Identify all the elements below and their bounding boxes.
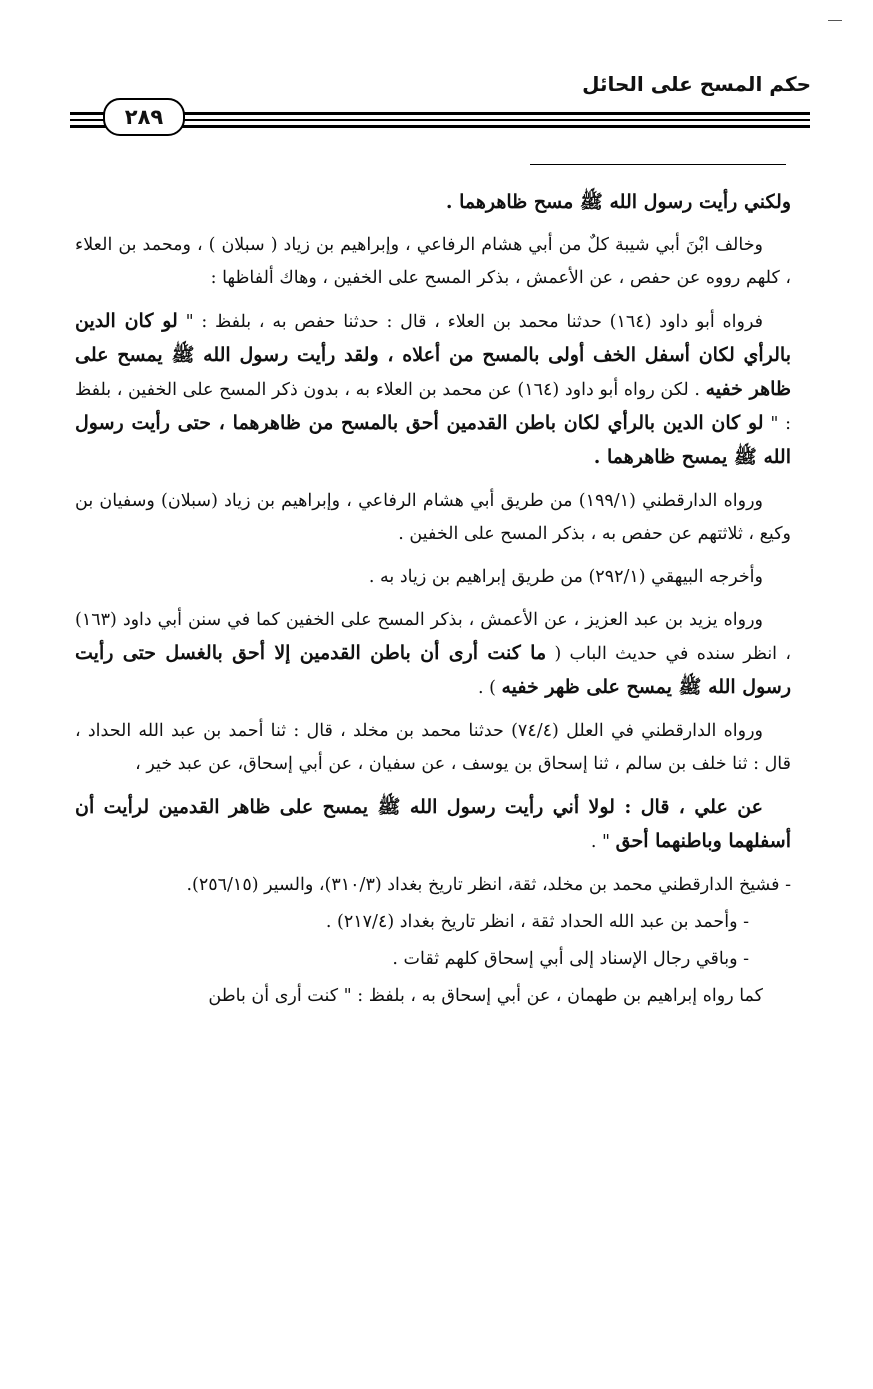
scan-mark [828,20,842,21]
list-item: - وأحمد بن عبد الله الحداد ثقة ، انظر تاريخ بغداد (٢١٧/٤) . [325,912,749,932]
hadith-text: عن علي ، قال : لولا أني رأيت رسول الله ﷺ يمسح على ظاهر القدمين لرأيت أن أسفلهما وباطنهما أحق [75,796,791,852]
paragraph [75,604,791,705]
hadith-text: ولكني رأيت رسول الله ﷺ مسح ظاهرهما . [445,191,791,213]
hadith-text: لو كان الدين بالرأي لكان أسفل الخف أولى بالمسح من أعلاه ، ولقد رأيت رسول الله ﷺ يمسح على ظاهر خفيه [75,310,791,400]
paragraph [75,186,791,219]
paragraph [75,305,791,475]
list-item: - فشيخ الدارقطني محمد بن مخلد، ثقة، انظر تاريخ بغداد (٣١٠/٣)، والسير (٢٥٦/١٥). [186,875,791,895]
paragraph: كما رواه إبراهيم بن طهمان ، عن أبي إسحاق به ، بلفظ : " كنت أرى أن باطن [208,986,763,1006]
text-run: " . [590,832,611,852]
paragraph: ورواه الدارقطني في العلل (٧٤/٤) حدثنا محمد بن مخلد ، قال : ثنا أحمد بن عبد الله الحداد ، قال : ثنا خلف بن سالم ، ثنا إسحاق بن يوسف ، عن سفيان ، عن أبي إسحاق، عن عبد خير ، [75,721,791,774]
paragraph: وخالف ابْنَ أبي شيبة كلٌ من أبي هشام الرفاعي ، وإبراهيم بن زياد ( سبلان ) ، ومحمد بن العلاء ، كلهم رووه عن حفص ، عن الأعمش ، بذكر المسح على الخفين ، وهاك ألفاظها : [75,235,791,288]
hadith-text: ما كنت أرى أن باطن القدمين إلا أحق بالغسل حتى رأيت رسول الله ﷺ يمسح على ظهر خفيه [75,642,791,698]
page-body [75,186,791,1023]
paragraph [75,791,791,859]
page-number: ٢٨٩ [103,98,185,136]
hadith-text: لو كان الدين بالرأي لكان باطن القدمين أحق بالمسح من ظاهرهما ، حتى رأيت رسول الله ﷺ يمسح ظاهرهما . [75,412,791,468]
paragraph: ورواه الدارقطني (١٩٩/١) من طريق أبي هشام الرفاعي ، وإبراهيم بن زياد (سبلان) وسفيان بن وكيع ، ثلاثتهم عن حفص به ، بذكر المسح على الخفين . [75,491,791,544]
separator-rule [530,164,786,165]
list-item: - وباقي رجال الإسناد إلى أبي إسحاق كلهم ثقات . [392,949,749,969]
running-title: حكم المسح على الحائل [582,72,811,96]
text-run: فرواه أبو داود (١٦٤) حدثنا محمد بن العلاء ، قال : حدثنا حفص به ، بلفظ : " [185,312,763,332]
text-run: ورواه يزيد بن عبد العزيز ، عن الأعمش ، بذكر المسح على الخفين كما في سنن أبي داود (١٦٣) ، انظر سنده في حديث الباب ( [75,610,791,664]
text-run: . لكن رواه أبو داود (١٦٤) عن محمد بن العلاء به ، بدون ذكر المسح على الخفين ، بلفظ : " [75,380,791,434]
paragraph: وأخرجه البيهقي (٢٩٢/١) من طريق إبراهيم بن زياد به . [368,567,763,587]
text-run: ) . [477,678,496,698]
